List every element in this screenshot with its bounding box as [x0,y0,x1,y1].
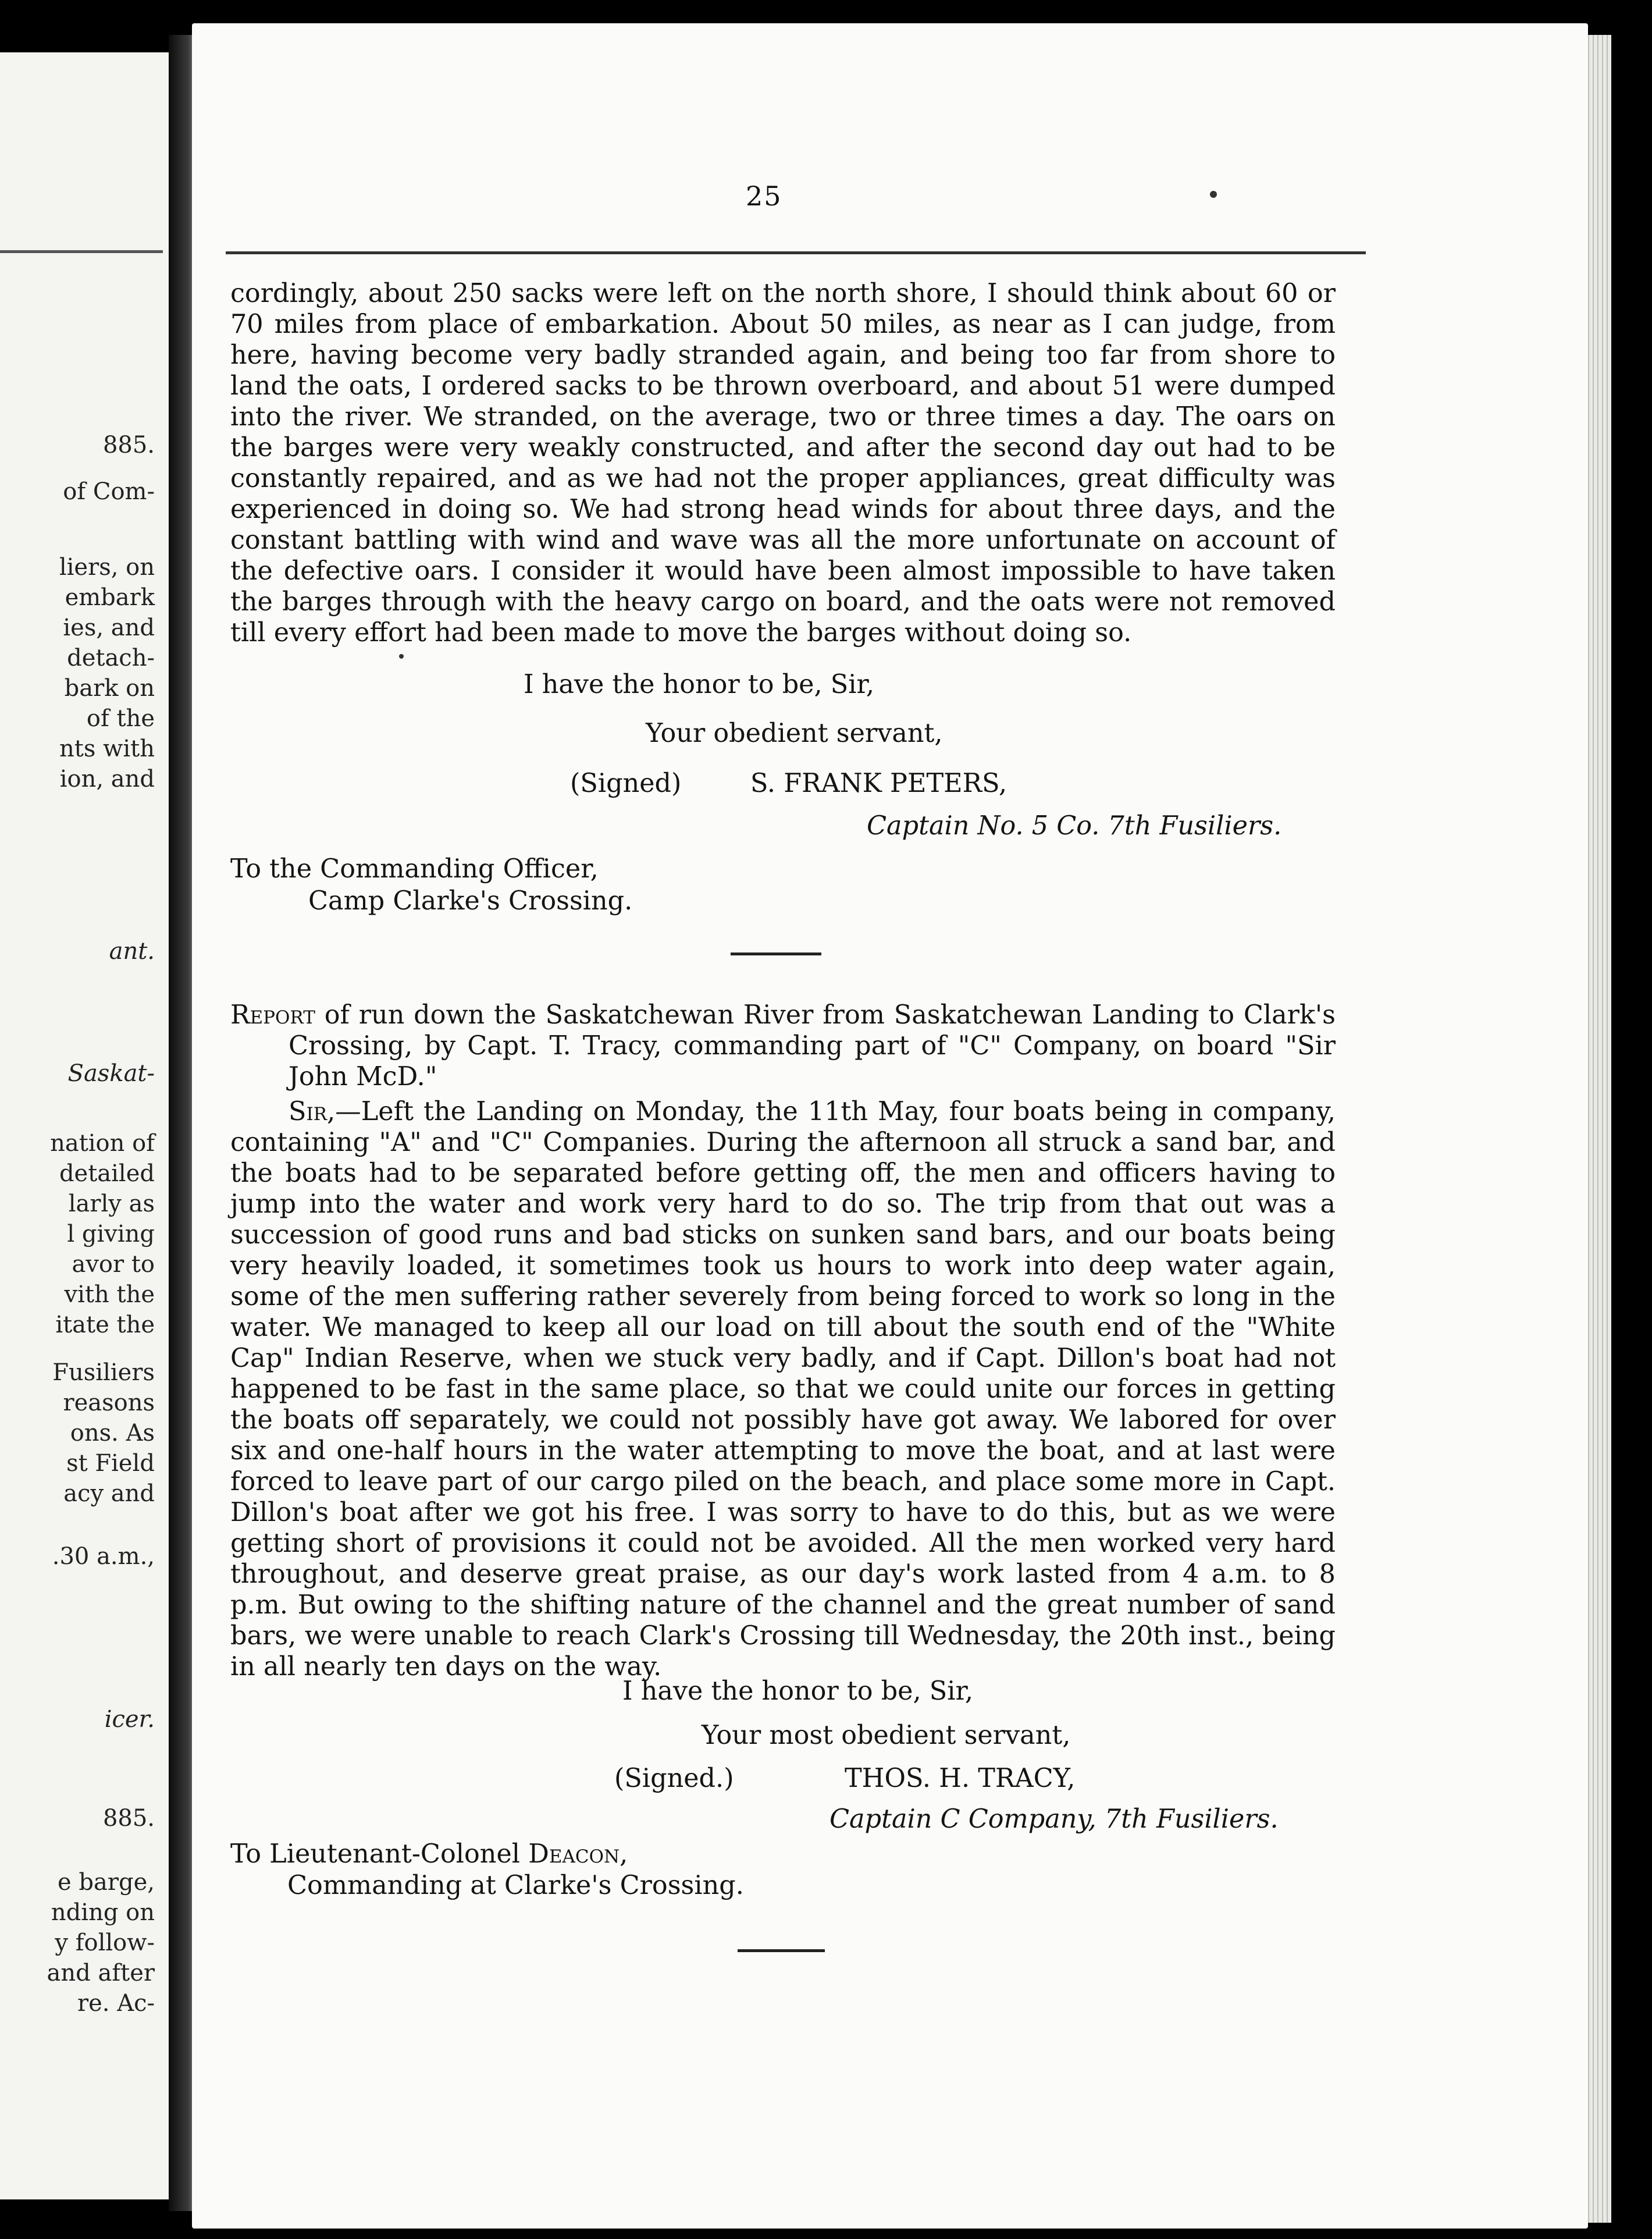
report2-heading [230,1000,1336,1092]
report2-heading-lead: Report [230,1000,315,1030]
left-page-line: acy and [63,1480,155,1507]
left-page-line: nation of [50,1130,155,1157]
left-page-line: and after [47,1960,155,1986]
left-page-line: liers, on [59,554,155,581]
left-page-line: embark [65,584,155,611]
left-page-line: detailed [59,1160,155,1187]
left-page-line: e barge, [58,1869,155,1896]
left-page-line: itate the [55,1312,155,1338]
report1-paragraph: cordingly, about 250 sacks were left on the north shore, I should think about 60 or 70 miles from place of embarkation. About 50 miles, as near as I can judge, from here, having become very badly stranded again, and being too far from shore to land the oats, I ordered sacks to be thrown overboard, and about 51 were dumped into the river. We stranded, on the average, two or three times a day. The oars on the barges were very weakly constructed, and after the second day out had to be constantly repaired, and as we had not the proper appliances, great difficulty was experienced in doing so. We had strong head winds for about three days, and the constant battling with wind and wave was all the more unfortunate on account of the defective oars. I consider it would have been almost impossible to have taken the barges through with the heavy cargo on board, and the oats were not removed till every effort had been made to move the barges without doing so. [230,279,1336,648]
report2-paragraph: —Left the Landing on Monday, the 11th May, four boats being in company, containing "A" and "C" Companies. During the afternoon all struck a sand bar, and the boats had to be separated before getting off, the men and officers having to jump into the water and work very hard to do so. The trip from that out was a succession of good runs and bad sticks on sunken sand bars, and our boats being very heavily loaded, it sometimes took us hours to work into deep water again, some of the men suffering rather severely from being forced to work so long in the water. We managed to keep all our load on till about the south end of the "White Cap" Indian Reserve, when we stuck very badly, and if Capt. Dillon's boat had not happened to be fast in the same place, so that we could unite our forces in getting the boats off separately, we could not possibly have got away. We labored for over six and one-half hours in the water attempting to move the boat, and at last were forced to leave part of our cargo piled on the beach, and place some more in Capt. Dillon's boat after we got his free. I was sorry to have to do this, but as we were getting short of provisions it could not be avoided. All the men worked very hard throughout, and deserve great praise, as our day's work lasted from 4 a.m. to 8 p.m. But owing to the shifting nature of the channel and the great number of sand bars, we were unable to reach Clark's Crossing till Wednesday, the 20th inst., being in all nearly ten days on the way. [230,1097,1336,1682]
left-page-line: of Com- [63,478,155,505]
left-page-line: l giving [67,1221,155,1248]
header-rule [226,251,1366,254]
report2-body [230,1096,1336,1682]
section-divider [738,1949,825,1952]
left-page-line: nts with [59,735,155,762]
left-page-line: detach- [67,645,155,671]
left-page-line: reasons [63,1389,155,1416]
report1-addressee-line: Camp Clarke's Crossing. [308,886,633,916]
report2-closing-line: Your most obedient servant, [702,1721,1071,1750]
page-number: 25 [746,180,782,212]
report1-signer-name: S. FRANK PETERS, [750,769,1007,798]
left-page-line: ion, and [59,766,155,792]
left-page-line: .30 a.m., [52,1543,155,1570]
scan-speck [399,654,404,659]
left-page-line: y follow- [55,1929,155,1956]
left-page-line: 885. [102,1805,155,1832]
left-page-line: ies, and [63,614,155,641]
report1-signed-label: (Signed) [570,769,682,798]
section-divider [731,953,821,955]
left-page-rule [0,250,163,253]
left-page-line: st Field [66,1450,155,1477]
report2-addressee-line: Commanding at Clarke's Crossing. [287,1871,744,1900]
report2-addressee-name: Deacon, [528,1839,628,1869]
report2-signer-name: THOS. H. TRACY, [845,1764,1076,1793]
report1-closing-line: Your obedient servant, [646,719,943,748]
left-page-line: Saskat- [67,1060,155,1087]
report2-signed-label: (Signed.) [614,1764,734,1793]
left-page-line: bark on [64,675,155,702]
left-page-line: Fusiliers [52,1359,155,1386]
report1-closing-line: I have the honor to be, Sir, [524,670,875,699]
report2-salutation: Sir, [289,1097,336,1126]
left-page-line: vith the [64,1281,155,1308]
report2-addressee-lead: To Lieutenant-Colonel [230,1839,521,1869]
left-page-line: re. Ac- [77,1990,155,2017]
left-facing-page [0,52,179,2199]
report2-closing-line: I have the honor to be, Sir, [622,1676,974,1706]
left-page-line: of the [86,705,155,732]
report2-addressee-line [230,1839,628,1870]
left-page-line: 885. [102,432,155,459]
left-page-line: ons. As [70,1420,155,1447]
report1-body [230,278,1336,648]
left-page-line: avor to [72,1251,155,1278]
report1-addressee-line: To the Commanding Officer, [230,854,599,884]
left-page-line: ant. [109,938,155,965]
scan-speck [1210,191,1217,198]
left-page-line: nding on [51,1899,155,1926]
report2-signer-title: Captain C Company, 7th Fusiliers. [829,1804,1279,1834]
report2-heading-text: of run down the Saskatchewan River from Saskatchewan Landing to Clark's Crossing, by Capt. T. Tracy, commanding part of "C" Company, on board "Sir John McD." [289,1000,1336,1092]
report1-signer-title: Captain No. 5 Co. 7th Fusiliers. [867,811,1282,841]
left-page-line: larly as [68,1190,155,1217]
left-page-line: icer. [104,1706,155,1733]
